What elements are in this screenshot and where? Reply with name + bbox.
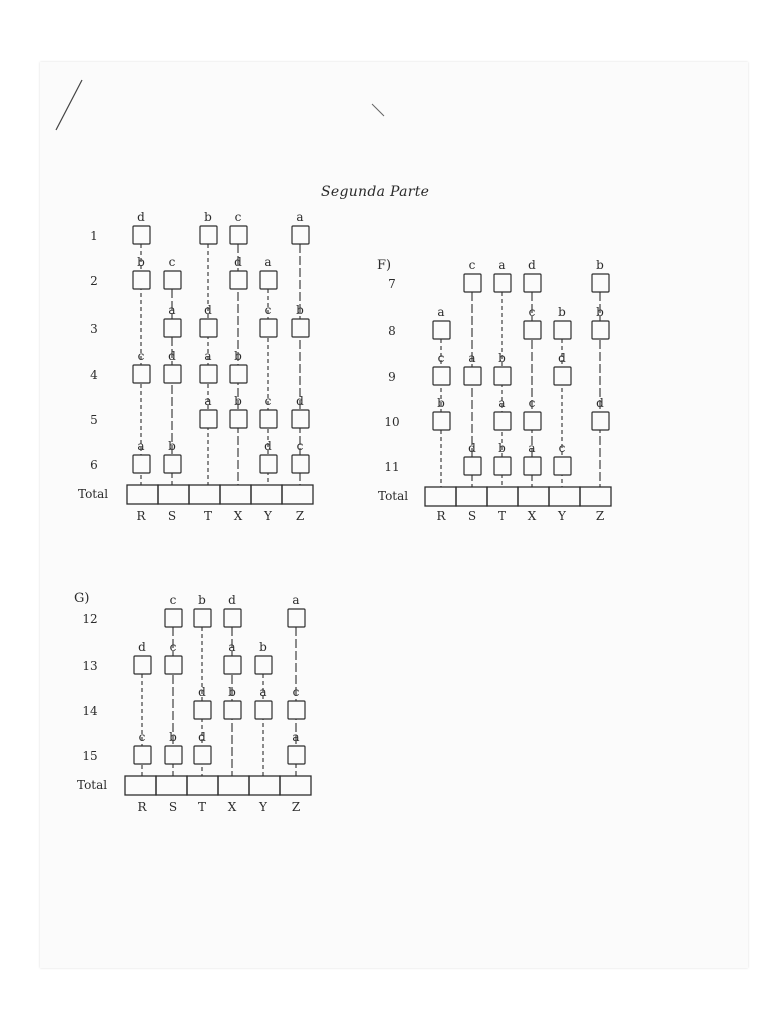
answer-box [194, 609, 211, 627]
option-letter: b [234, 349, 242, 363]
column-label: Y [264, 509, 272, 523]
row-number: 12 [82, 612, 98, 626]
row-number: 11 [384, 460, 400, 474]
answer-box [260, 271, 277, 289]
option-letter: a [204, 349, 212, 363]
answer-box [164, 271, 181, 289]
answer-box [494, 457, 511, 475]
answer-box [288, 609, 305, 627]
answer-box [224, 609, 241, 627]
option-letter: c [468, 258, 476, 272]
answer-box [200, 410, 217, 428]
answer-box [464, 367, 481, 385]
answer-grid-f [370, 250, 620, 525]
option-letter: b [168, 439, 176, 453]
option-letter: b [169, 730, 177, 744]
column-label: S [168, 800, 178, 814]
option-letter: c [169, 640, 177, 654]
option-letter: a [498, 396, 506, 410]
row-number: 6 [90, 458, 98, 472]
answer-box [230, 226, 247, 244]
option-letter: a [437, 305, 445, 319]
total-box [218, 776, 249, 795]
option-letter: a [292, 593, 300, 607]
total-box [158, 485, 189, 504]
option-letter: c [264, 303, 272, 317]
column-label: R [136, 509, 146, 523]
answer-box [524, 457, 541, 475]
answer-box [224, 656, 241, 674]
column-label: T [197, 800, 207, 814]
option-letter: b [296, 303, 304, 317]
option-letter: d [138, 640, 146, 654]
column-label: R [436, 509, 446, 523]
option-letter: b [596, 305, 604, 319]
column-label: X [227, 800, 237, 814]
answer-box [288, 701, 305, 719]
row-number: 14 [82, 704, 98, 718]
answer-box [433, 321, 450, 339]
answer-box [433, 367, 450, 385]
option-letter: d [468, 441, 476, 455]
option-letter: d [558, 351, 566, 365]
answer-box [433, 412, 450, 430]
option-letter: c [437, 351, 445, 365]
option-letter: a [498, 258, 506, 272]
answer-box [292, 410, 309, 428]
answer-box [194, 701, 211, 719]
option-letter: b [137, 255, 145, 269]
total-box [425, 487, 456, 506]
option-letter: d [137, 210, 145, 224]
answer-box [292, 226, 309, 244]
answer-box [464, 457, 481, 475]
total-label: Total [77, 778, 108, 792]
answer-box [194, 746, 211, 764]
total-box [487, 487, 518, 506]
column-label: Y [558, 509, 566, 523]
answer-box [164, 319, 181, 337]
option-letter: d [198, 730, 206, 744]
answer-box [554, 321, 571, 339]
answer-box [494, 412, 511, 430]
total-box [125, 776, 156, 795]
column-label: S [167, 509, 177, 523]
answer-box [524, 412, 541, 430]
answer-box [494, 274, 511, 292]
option-letter: a [137, 439, 145, 453]
answer-box [134, 746, 151, 764]
answer-box [292, 319, 309, 337]
column-label: Z [295, 509, 305, 523]
row-number: 1 [90, 229, 98, 243]
row-number: 8 [388, 324, 396, 338]
row-number: 4 [90, 368, 98, 382]
option-letter: d [264, 439, 272, 453]
row-number: 5 [90, 413, 98, 427]
option-letter: b [498, 441, 506, 455]
row-number: 2 [90, 274, 98, 288]
answer-box [592, 321, 609, 339]
answer-box [255, 701, 272, 719]
answer-box [133, 226, 150, 244]
answer-box [554, 457, 571, 475]
total-box [127, 485, 158, 504]
option-letter: c [296, 439, 304, 453]
answer-box [292, 455, 309, 473]
total-box [580, 487, 611, 506]
total-box [456, 487, 487, 506]
option-letter: a [168, 303, 176, 317]
row-number: 10 [384, 415, 400, 429]
option-letter: c [558, 441, 566, 455]
option-letter: b [198, 593, 206, 607]
answer-box [230, 365, 247, 383]
total-box [251, 485, 282, 504]
answer-box [165, 609, 182, 627]
answer-box [133, 365, 150, 383]
total-box [518, 487, 549, 506]
answer-box [230, 410, 247, 428]
option-letter: a [264, 255, 272, 269]
option-letter: c [138, 730, 146, 744]
option-letter: d [228, 593, 236, 607]
option-letter: d [596, 396, 604, 410]
answer-box [165, 746, 182, 764]
answer-box [260, 455, 277, 473]
option-letter: c [137, 349, 145, 363]
column-label: T [497, 509, 507, 523]
answer-box [164, 455, 181, 473]
answer-box [224, 701, 241, 719]
option-letter: c [528, 396, 536, 410]
group-label: G) [74, 591, 90, 606]
column-label: Y [259, 800, 267, 814]
answer-box [464, 274, 481, 292]
option-letter: b [204, 210, 212, 224]
option-letter: b [558, 305, 566, 319]
option-letter: d [204, 303, 212, 317]
row-number: 13 [82, 659, 98, 673]
total-label: Total [378, 489, 409, 503]
option-letter: d [198, 685, 206, 699]
option-letter: c [234, 210, 242, 224]
column-label: X [233, 509, 243, 523]
answer-box [133, 271, 150, 289]
column-label: X [527, 509, 537, 523]
total-box [189, 485, 220, 504]
option-letter: a [296, 210, 304, 224]
answer-box [165, 656, 182, 674]
answer-box [164, 365, 181, 383]
total-box [280, 776, 311, 795]
answer-box [524, 274, 541, 292]
total-box [549, 487, 580, 506]
option-letter: d [234, 255, 242, 269]
answer-box [494, 367, 511, 385]
option-letter: b [259, 640, 267, 654]
answer-box [554, 367, 571, 385]
option-letter: b [437, 396, 445, 410]
column-label: S [467, 509, 477, 523]
option-letter: a [292, 730, 300, 744]
column-label: T [203, 509, 213, 523]
option-letter: d [168, 349, 176, 363]
option-letter: a [528, 441, 536, 455]
total-box [156, 776, 187, 795]
option-letter: b [596, 258, 604, 272]
option-letter: c [169, 593, 177, 607]
option-letter: c [292, 685, 300, 699]
row-number: 15 [82, 749, 98, 763]
total-box [249, 776, 280, 795]
answer-box [288, 746, 305, 764]
scan-mark [50, 78, 90, 133]
option-letter: c [528, 305, 536, 319]
column-label: Z [595, 509, 605, 523]
column-label: Z [291, 800, 301, 814]
answer-box [133, 455, 150, 473]
option-letter: b [498, 351, 506, 365]
option-letter: c [168, 255, 176, 269]
answer-box [260, 410, 277, 428]
answer-grid-e [70, 200, 330, 525]
option-letter: d [296, 394, 304, 408]
answer-box [230, 271, 247, 289]
total-box [220, 485, 251, 504]
page-title: Segunda Parte [321, 184, 430, 200]
option-letter: a [204, 394, 212, 408]
total-label: Total [78, 487, 109, 501]
option-letter: a [228, 640, 236, 654]
answer-box [592, 274, 609, 292]
row-number: 9 [388, 370, 396, 384]
answer-grid-g [70, 585, 330, 817]
option-letter: b [234, 394, 242, 408]
row-number: 3 [90, 322, 98, 336]
answer-box [524, 321, 541, 339]
scan-mark [370, 100, 390, 120]
total-box [187, 776, 218, 795]
option-letter: d [528, 258, 536, 272]
answer-box [200, 226, 217, 244]
option-letter: a [259, 685, 267, 699]
group-label: F) [377, 258, 392, 273]
row-number: 7 [388, 277, 396, 291]
option-letter: c [264, 394, 272, 408]
option-letter: a [468, 351, 476, 365]
column-label: R [137, 800, 147, 814]
answer-box [260, 319, 277, 337]
answer-box [134, 656, 151, 674]
answer-box [592, 412, 609, 430]
answer-box [200, 365, 217, 383]
total-box [282, 485, 313, 504]
option-letter: b [228, 685, 236, 699]
answer-box [255, 656, 272, 674]
answer-box [200, 319, 217, 337]
